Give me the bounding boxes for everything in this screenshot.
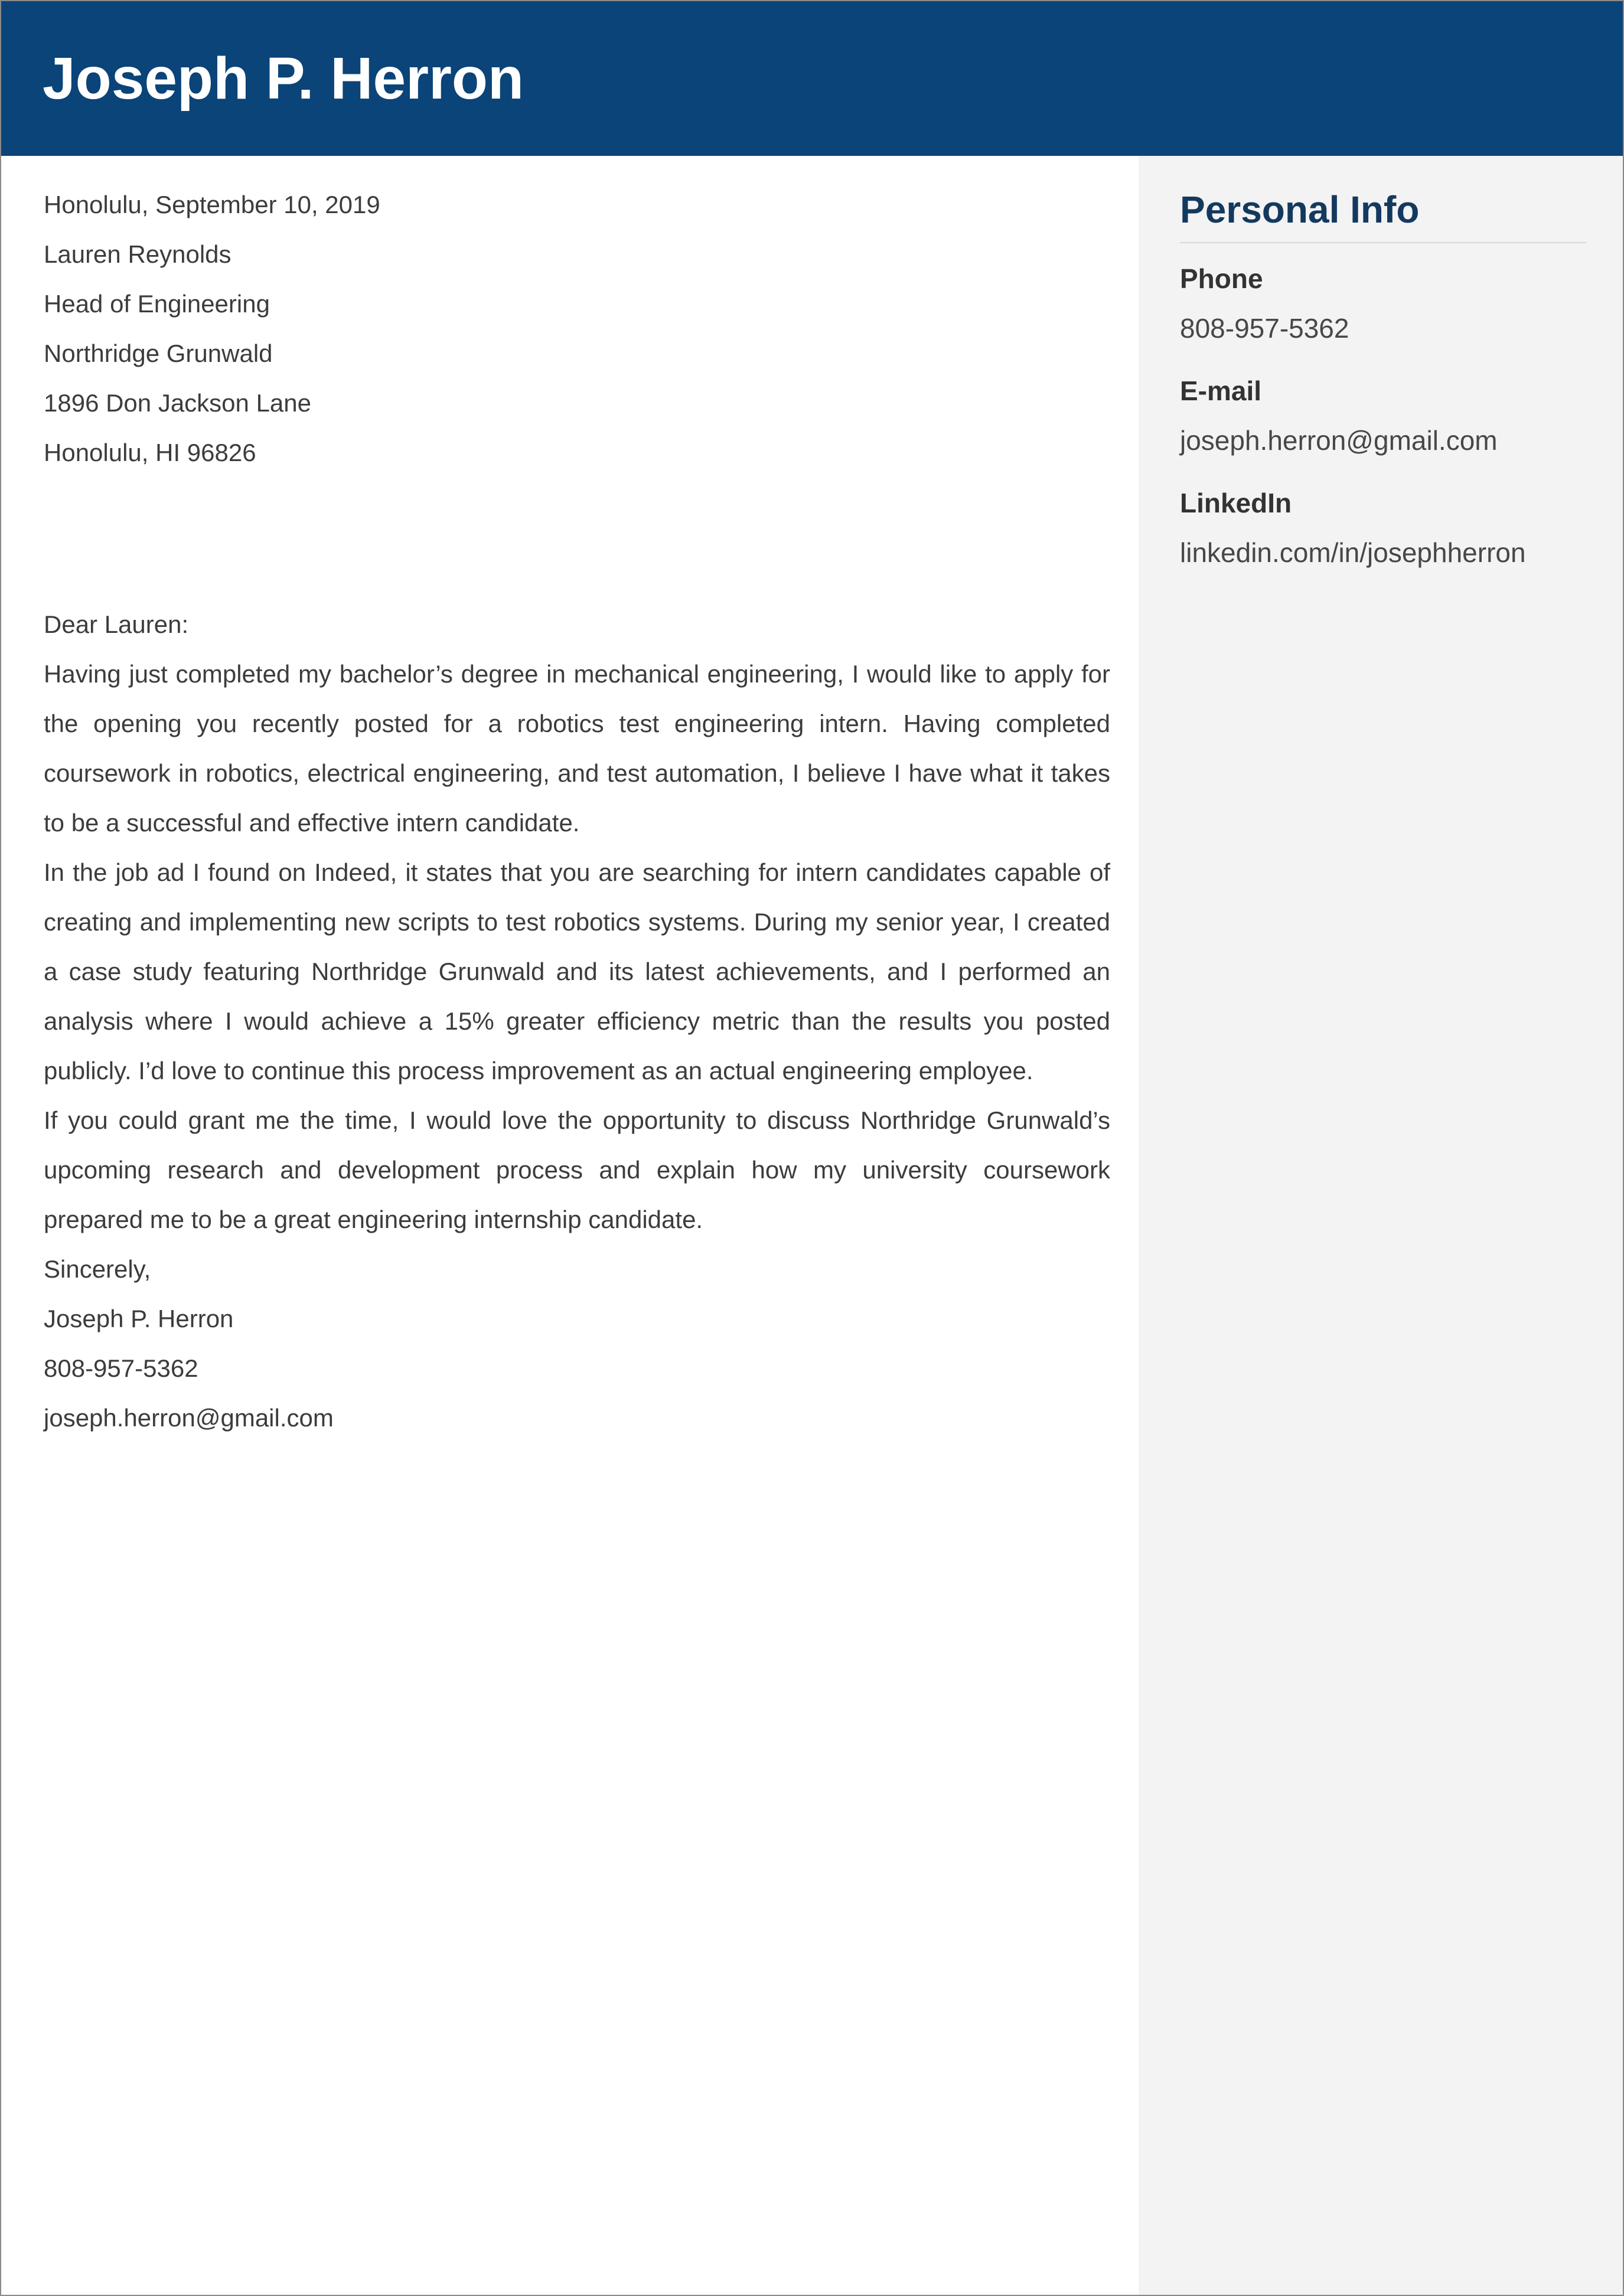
recipient-city: Honolulu, HI 96826 xyxy=(44,439,256,466)
sidebar-divider xyxy=(1180,242,1586,243)
email-label: E-mail xyxy=(1180,375,1262,406)
info-item-phone xyxy=(1180,262,1586,345)
signature-name: Joseph P. Herron xyxy=(44,1305,234,1332)
closing: Sincerely, xyxy=(44,1255,151,1283)
recipient-name: Lauren Reynolds xyxy=(44,240,231,268)
linkedin-label: LinkedIn xyxy=(1180,488,1292,518)
body-paragraph-2: In the job ad I found on Indeed, it states that you are searching for intern candidates capable of creating and implementing new scripts to test robotics systems. During my senior year, I created a case study featuring Northridge Grunwald and its latest achievements, and I performed an analysis where I would achieve a 15% greater efficiency metric than the results you posted publicly. I’d love to continue this process improvement as an actual engineering employee. xyxy=(44,858,1110,1085)
salutation: Dear Lauren: xyxy=(44,610,189,638)
letter-body xyxy=(1,156,1139,2295)
personal-info-sidebar xyxy=(1139,156,1623,2295)
signature-block xyxy=(44,1294,1110,1443)
recipient-title: Head of Engineering xyxy=(44,290,270,318)
page-content xyxy=(1,156,1623,2295)
body-paragraph-1: Having just completed my bachelor’s degree in mechanical engineering, I would like to apply for the opening you recently posted for a robotics test engineering intern. Having completed coursework in robotics, electrical engineering, and test automation, I believe I have what it takes to be a successful and effective intern candidate. xyxy=(44,660,1110,837)
signature-phone: 808-957-5362 xyxy=(44,1354,198,1382)
info-item-linkedin xyxy=(1180,486,1586,569)
recipient-street: 1896 Don Jackson Lane xyxy=(44,389,311,417)
phone-value: 808-957-5362 xyxy=(1180,313,1349,344)
phone-label: Phone xyxy=(1180,263,1263,294)
email-value: joseph.herron@gmail.com xyxy=(1180,425,1498,456)
body-paragraph-3: If you could grant me the time, I would love the opportunity to discuss Northridge Grunwald’s upcoming research and development process and explain how my university coursework prepared me to be a great engineering internship candidate. xyxy=(44,1106,1110,1233)
signature-email: joseph.herron@gmail.com xyxy=(44,1404,334,1432)
letter-header xyxy=(1,1,1623,156)
linkedin-value: linkedin.com/in/josephherron xyxy=(1180,537,1526,568)
recipient-company: Northridge Grunwald xyxy=(44,339,273,367)
candidate-name: Joseph P. Herron xyxy=(43,45,524,112)
info-item-email xyxy=(1180,374,1586,457)
sidebar-title: Personal Info xyxy=(1180,188,1420,231)
date-line: Honolulu, September 10, 2019 xyxy=(44,191,380,218)
recipient-block xyxy=(44,230,1110,478)
